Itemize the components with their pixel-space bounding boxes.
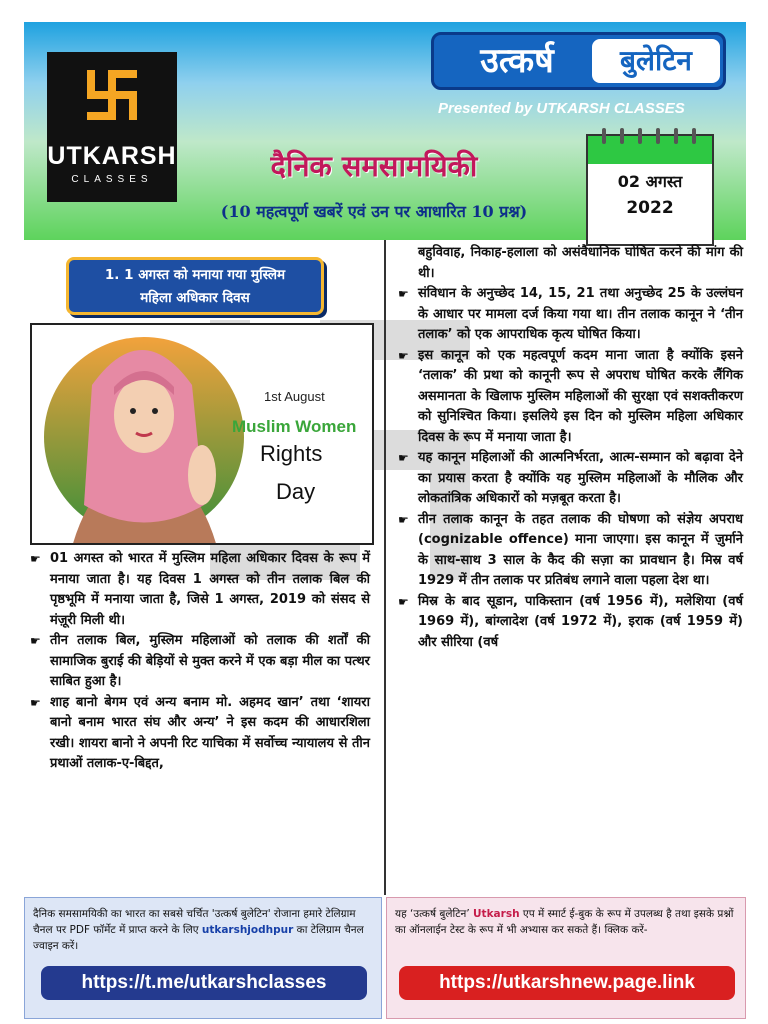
list-item: ☛ तीन तलाक बिल, मुस्लिम महिलाओं को तलाक की शर्तों की सामाजिक बुराई की बेड़ियों से मुक्त करने में एक बड़ा मील का पत्थर साबित हुआ है। <box>30 631 370 693</box>
column-divider <box>384 240 386 895</box>
topic-line-1: 1. 1 अगस्त को मनाया गया मुस्लिम <box>104 267 286 283</box>
list-item: ☛ यह कानून महिलाओं की आत्मनिर्भरता, आत्म-सम्मान को बढ़ावा देने का प्रयास करता है क्योंकि यह मुस्लिम महिलाओं के मौलिक और लोकतांत्रिक अधिकारों को मज़बूत करता है। <box>398 448 743 510</box>
footer-left-text: दैनिक समसामयिकी का भारत का सबसे चर्चित 'उत्कर्ष बुलेटिन' रोजाना हमारे टेलिग्राम चैनल पर PDF फॉर्मेट में प्राप्त करने के लिए <box>33 908 356 936</box>
logo-name: UTKARSH <box>47 142 177 170</box>
left-column-text <box>30 549 370 775</box>
footer-telegram <box>24 897 382 1019</box>
right-column-text <box>398 243 743 653</box>
footer-right-text: यह ‘उत्कर्ष बुलेटिन’ <box>395 908 474 920</box>
footer-app <box>386 897 746 1019</box>
image-muslim-women: Muslim Women <box>232 417 357 436</box>
muslim-women-rights-day-image <box>30 323 374 545</box>
app-link-button[interactable]: https://utkarshnew.page.link <box>399 966 735 1000</box>
page-subtitle: (10 महत्वपूर्ण खबरें एवं उन पर आधारित 10 प्रश्न) <box>220 202 528 221</box>
list-item: ☛ मिस्र के बाद सूडान, पाकिस्तान (वर्ष 1956 में), मलेशिया (वर्ष 1969 में), बांग्लादेश (वर्ष 1972 में), इराक (वर्ष 1959 में) और सीरिया (वर्ष <box>398 592 743 654</box>
bulletin-word-1: उत्कर्ष <box>480 41 554 81</box>
footer-left-text-end: का टेलिग्राम चैनल ज्वाइन करें। <box>33 924 364 952</box>
topic-heading <box>66 257 324 315</box>
telegram-link-button[interactable]: https://t.me/utkarshclasses <box>41 966 367 1000</box>
date-day-month: 02 अगस्त <box>617 172 683 191</box>
list-item: ☛ संविधान के अनुच्छेद 14, 15, 21 तथा अनुच्छेद 25 के उल्लंघन के आधार पर मामला दर्ज किया गया था। तीन तलाक कानून ने ‘तीन तलाक’ को एक आपराधिक कृत्य घोषित किया। <box>398 284 743 346</box>
logo-subtitle: CLASSES <box>71 174 153 185</box>
presented-by: Presented by UTKARSH CLASSES <box>438 100 685 117</box>
header-banner <box>24 22 746 240</box>
page-title: दैनिक समसामयिकी <box>270 149 478 183</box>
footer-right-text-end: एप में स्मार्ट ई-बुक के रूप में उपलब्ध है तथा इसके प्रश्नों का ऑनलाईन टेस्ट के रूप में भी अभ्यास कर सकते हैं। क्लिक करें- <box>395 908 734 936</box>
list-item: ☛ शाह बानो बेगम एवं अन्य बनाम मो. अहमद खान’ तथा ‘शायरा बानो बनाम भारत संघ और अन्य’ ने इस कदम की आधारशिला रखी। शायरा बानो ने अपनी रिट याचिका में सर्वोच्च न्यायालय से तीन प्रथाओं तलाक-ए-बिद्दत, <box>30 693 370 775</box>
date-year: 2022 <box>626 198 674 218</box>
list-item: ☛ 01 अगस्त को भारत में मुस्लिम महिला अधिकार दिवस के रूप में मनाया जाता है। यह दिवस 1 अगस्त को तीन तलाक बिल की पृष्ठभूमि में मनाया जाता है, जिसे 1 अगस्त, 2019 को संसद से मंज़ूरी मिली थी। <box>30 549 370 631</box>
date-calendar <box>586 134 714 246</box>
list-item: ☛ इस कानून को एक महत्वपूर्ण कदम माना जाता है क्योंकि इसने ‘तलाक’ की प्रथा को कानूनी रूप से अपराध घोषित करके लैंगिक असमानता के खिलाफ मुस्लिम महिलाओं की सुरक्षा एवं सशक्तीकरण को सुनिश्चित किया। इसलिये इस दिन को मुस्लिम महिला अधिकार दिवस के रूप में मनाया जाता है। <box>398 346 743 449</box>
image-day: Day <box>276 479 316 504</box>
swastik-logo-icon <box>83 66 141 124</box>
footer-right-app: Utkarsh <box>473 908 520 920</box>
bulletin-word-2: बुलेटिन <box>592 39 720 83</box>
list-item: ☛ तीन तलाक कानून के तहत तलाक की घोषणा को संज्ञेय अपराध (cognizable offence) माना जाएगा। इस कानून में ज़ुर्माने के साथ-साथ 3 साल के कैद की सज़ा का प्रावधान है। मिस्र वर्ष 1929 में तीन तलाक पर प्रतिबंध लगाने वाला पहला देश था। <box>398 510 743 592</box>
image-rights: Rights <box>260 441 323 466</box>
topic-line-2: महिला अधिकार दिवस <box>140 290 250 306</box>
image-date: 1st August <box>264 389 325 404</box>
list-item-continued: बहुविवाह, निकाह-हलाला को असंवैधानिक घोषित करने की मांग की थी। <box>418 245 743 281</box>
footer-left-channel: utkarshjodhpur <box>201 924 294 936</box>
utkarsh-logo <box>47 52 177 202</box>
bulletin-badge <box>431 32 726 90</box>
